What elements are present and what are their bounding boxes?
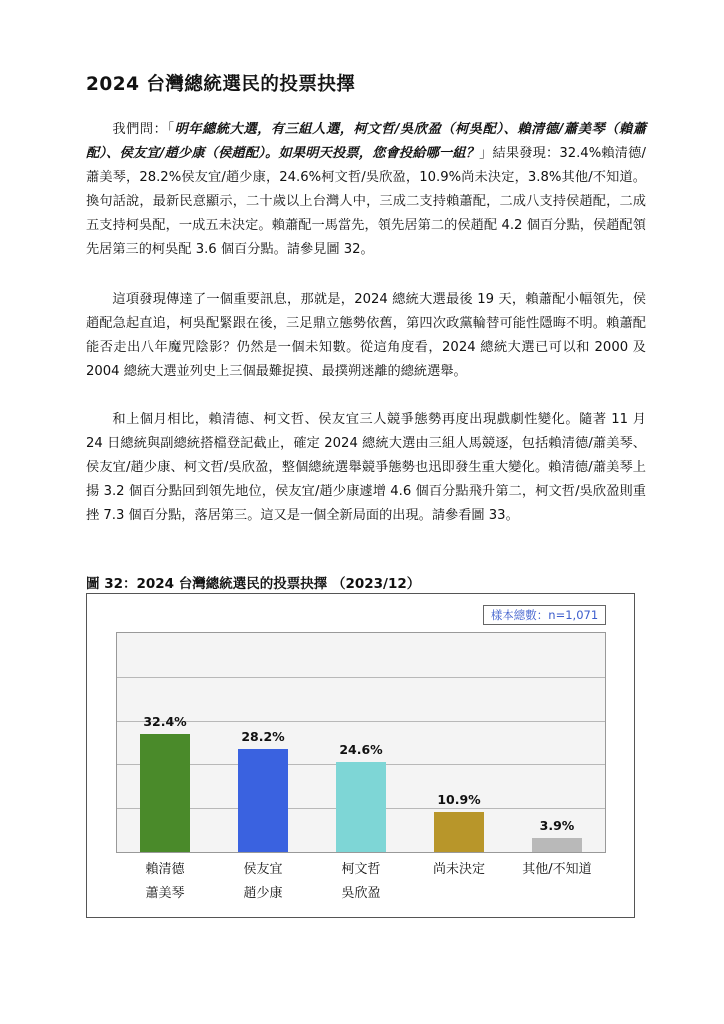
- bar-value-label: 10.9%: [437, 792, 481, 808]
- bar: [336, 762, 386, 852]
- category-label-line: 賴清德: [145, 862, 185, 877]
- category-label: [208, 858, 318, 906]
- bar-value-label: 32.4%: [143, 713, 187, 729]
- bar-value-label: 3.9%: [539, 817, 575, 833]
- bar-value-label: 24.6%: [339, 742, 383, 758]
- paragraph-2: 這項發現傳達了一個重要訊息，那就是，2024 總統大選最後 19 天，賴蕭配小幅領先，侯趙配急起直追，柯吳配緊跟在後，三足鼎立態勢依舊，第四次政黨輪替可能性隱晦不明。賴蕭配能否走出八年魔咒陰影？仍然是一個未知數。從這角度看，2024 總統大選已可以和 2000 及 2004 總統大選並列史上三個最難捉摸、最撲朔迷離的總統選舉。: [86, 292, 646, 379]
- paragraph-1-body: 」結果發現：32.4%賴清德/蕭美琴，28.2%侯友宜/趙少康，24.6%柯文哲/吳欣盈，10.9%尚未決定，3.8%其他/不知道。換句話說，最新民意顯示，二十歲以上台灣人中，三成二支持賴蕭配，二成八支持侯趙配，二成五支持柯吳配，一成五未決定。賴蕭配一馬當先，領先居第二的侯趙配 4.2 個百分點，侯趙配領先居第三的柯吳配 3.6 個百分點。請參見圖 32。: [86, 146, 646, 257]
- sample-size-box: 樣本總數：n=1,071: [483, 605, 606, 625]
- category-label-line: 其他/不知道: [522, 862, 592, 877]
- category-label: [306, 858, 416, 906]
- paragraph-1-prefix: 我們問：「: [112, 122, 175, 137]
- bar: [238, 749, 288, 852]
- survey-question: 明年總統大選，有三組人選，柯文哲/吳欣盈（柯吳配）、賴清德/蕭美琴（賴蕭配）、侯友宜/趙少康（侯趙配）。如果明天投票，您會投給哪一組？: [86, 122, 647, 161]
- category-label-line: 尚未決定: [432, 862, 485, 877]
- category-label-line: 吳欣盈: [341, 886, 381, 901]
- category-label: [110, 858, 220, 906]
- paragraph-3: 和上個月相比，賴清德、柯文哲、侯友宜三人競爭態勢再度出現戲劇性變化。隨著 11 月 24 日總統與副總統搭檔登記截止，確定 2024 總統大選由三組人馬競逐，包括賴清德/蕭美琴、侯友宜/趙少康、柯文哲/吳欣盈，整個總統選舉競爭態勢也迅即發生重大變化。賴清德/蕭美琴上揚 3.2 個百分點回到領先地位，侯友宜/趙少康遽增 4.6 個百分點飛升第二，柯文哲/吳欣盈則重挫 7.3 個百分點，落居第三。這又是一個全新局面的出現。請參看圖 33。: [86, 412, 646, 523]
- bar: [434, 812, 484, 852]
- bar: [532, 838, 582, 852]
- gridline: [117, 677, 605, 678]
- category-label-line: 柯文哲: [341, 862, 381, 877]
- paragraph-1: [86, 118, 646, 262]
- category-label: [404, 858, 514, 882]
- section-heading: 2024 台灣總統選民的投票抉擇: [86, 74, 356, 95]
- bar: [140, 734, 190, 852]
- figure-caption: 圖 32：2024 台灣總統選民的投票抉擇 （2023/12）: [86, 576, 421, 592]
- category-label: [502, 858, 612, 882]
- category-label-line: 趙少康: [243, 886, 283, 901]
- bar-value-label: 28.2%: [241, 729, 285, 745]
- category-label-line: 侯友宜: [243, 862, 283, 877]
- category-label-line: 蕭美琴: [145, 886, 185, 901]
